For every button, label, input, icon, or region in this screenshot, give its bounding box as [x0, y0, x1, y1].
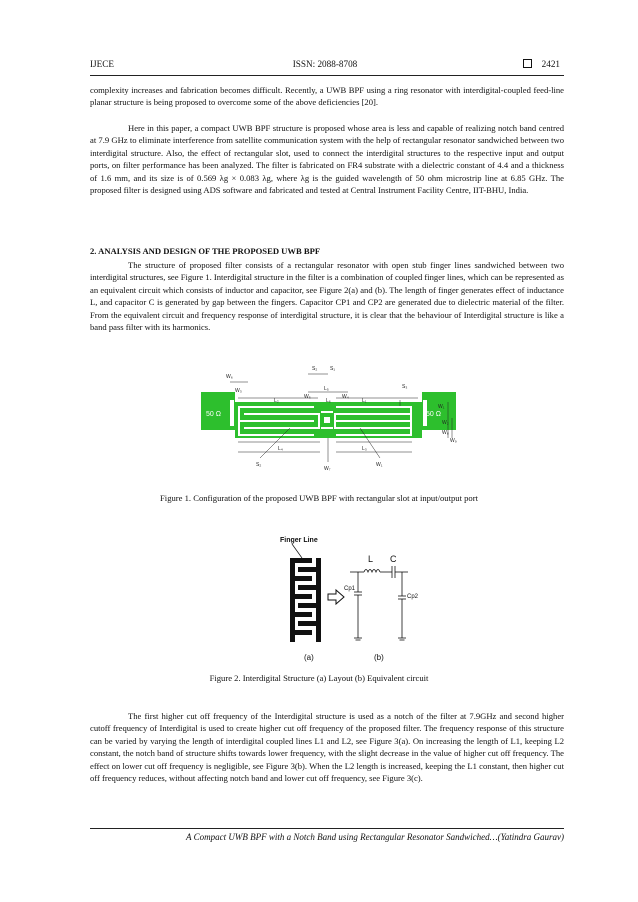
running-header — [90, 59, 560, 73]
figure-1-filter-layout — [200, 362, 458, 486]
figure-2-interdigital — [280, 532, 430, 666]
section-paragraph: The structure of proposed filter consists of a rectangular resonator with open stub finger lines sandwiched between two interdigital structures, see Figure 1. Interdigital structure in the filter is a combination of coupled finger lines, which can be represented as an equivalent circuit which consists of inductor and capacitor, see Figure 2(a) and (b). The length of finger generates effect of inductance L, and capacitor C is generated by gap between the fingers. Capacitor CP1 and CP2 are generated due to dielectric material of the filter. From the equivalent circuit and frequency response of interdigital structure, it is clear that the behaviour of Interdigital structure is like a band pass filter with its harmonics. — [90, 260, 564, 333]
subfigure-b-label: (b) — [374, 653, 384, 662]
footer-rule — [90, 828, 564, 829]
dim-label-l3: L₃ — [362, 446, 367, 452]
dim-label-w1-bottom: W₁ — [376, 462, 383, 468]
dim-label-w5: W₅ — [304, 394, 311, 400]
equivalent-circuit — [350, 566, 408, 640]
dim-label-l5: L₅ — [324, 386, 329, 392]
figure-2-caption: Figure 2. Interdigital Structure (a) Layout (b) Equivalent circuit — [209, 673, 429, 683]
page-number-group — [523, 59, 560, 69]
dim-label-l4: L₄ — [278, 446, 283, 452]
port-label-left: 50 Ω — [206, 411, 221, 418]
dim-label-l1: L₁ — [362, 398, 367, 404]
arrow-icon — [328, 590, 344, 604]
finger-line-pointer — [292, 544, 302, 558]
intro-paragraph-1: complexity increases and fabrication becomes difficult. Recently, a UWB BPF using a ring resonator with interdigital-coupled feed-line planar structure is being proposed to overcome some of the above deficiencies [20]. — [90, 85, 564, 108]
page-number: 2421 — [541, 59, 560, 69]
inductor-label: L — [368, 554, 374, 564]
port-label-right: 50 Ω — [426, 411, 441, 418]
interdigital-layout — [290, 558, 321, 642]
dim-label-s3: S₃ — [402, 384, 408, 390]
capacitor-label: C — [390, 554, 397, 564]
dim-label-w9: W₉ — [450, 438, 457, 444]
dim-label-s2-bottom: S₂ — [256, 462, 262, 468]
dim-label-w2: W₂ — [442, 420, 449, 426]
journal-name: IJECE — [90, 59, 114, 69]
left-port-slot — [230, 400, 234, 426]
intro-paragraph-2: Here in this paper, a compact UWB BPF structure is proposed whose area is less and capable of realizing notch band centred at 7.9 GHz to eliminate interference from satellite communication system with the help of rectangular resonator sandwiched between two interdigital structure. Also, the effect of rectangular slot, used to connect the interdigital structures to the respective input and output ports, on filter performance has been analyzed. The filter is fabricated on FR4 substrate with a dielectric constant of 4.4 and a thickness of 1.6 mm, and its size is of 0.569 λg × 0.083 λg, where λg is the guided wavelength of 50 ohm microstrip line at 6.85 GHz. The proposed filter is designed using ADS software and fabricated and tested at Central Instrument Facility Centre, IIT-BHU, India. — [90, 123, 564, 196]
dim-label-w8: W₈ — [442, 430, 449, 436]
dim-label-w3: W₃ — [235, 388, 242, 394]
checkbox-icon — [523, 59, 532, 68]
dim-label-l6: L₆ — [326, 398, 331, 404]
body-paragraph: The first higher cut off frequency of the Interdigital structure is used as a notch of the filter at 7.9GHz and second higher cutoff frequency of Interdigital is used to create higher cut off frequency of the proposed filter. The frequency response of this structure can be varied by varying the length of interdigital coupled lines L1 and L2, see Figure 3(a). On increasing the length of L1, keeping L2 constant, the notch band of structure shifts towards lower frequency, with the slight decrease in the value of higher cut off frequency. The effect on lower cut off frequency is negligible, see Figure 3(b). When the L2 length is increased, keeping the L1 constant, then higher cut off frequency reduces, without affecting notch band and lower cut off frequency, see Figure 3(c). — [90, 711, 564, 784]
dim-label-s1: S₁ — [330, 366, 336, 372]
dim-label-w1: W₁ — [438, 404, 445, 410]
cp1-label: Cp1 — [344, 586, 356, 592]
dim-label-w6: W₆ — [226, 374, 233, 380]
cp2-label: Cp2 — [407, 594, 419, 600]
finger-line-label: Finger Line — [280, 537, 318, 544]
section-heading: 2. ANALYSIS AND DESIGN OF THE PROPOSED UWB BPF — [90, 246, 321, 256]
dim-label-l2: L₂ — [274, 398, 279, 404]
running-footer: A Compact UWB BPF with a Notch Band using Rectangular Resonator Sandwiched…(Yatindra Gaurav) — [186, 832, 564, 842]
subfigure-a-label: (a) — [304, 653, 314, 662]
header-rule — [90, 75, 564, 76]
dim-label-w7: W₇ — [324, 466, 331, 472]
issn: ISSN: 2088-8708 — [292, 59, 358, 69]
dim-label-s2: S₂ — [312, 366, 318, 372]
dim-label-w4: W₄ — [342, 394, 349, 400]
figure-1-caption: Figure 1. Configuration of the proposed UWB BPF with rectangular slot at input/output port — [160, 493, 478, 503]
